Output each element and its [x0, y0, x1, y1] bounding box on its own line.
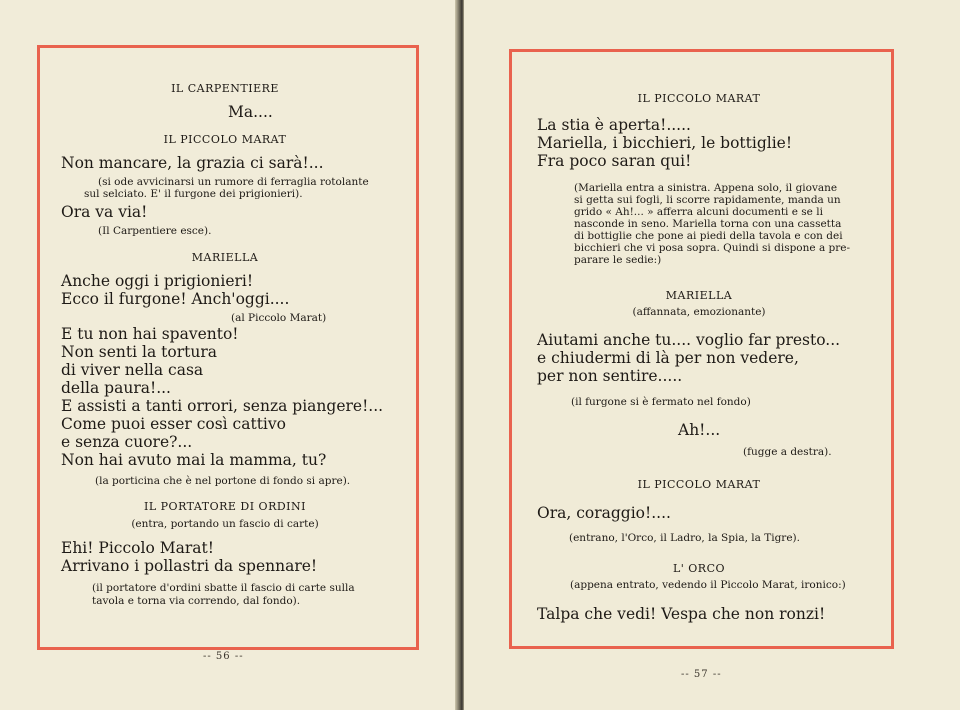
- verse-line: Aiutami anche tu.... voglio far presto...: [537, 331, 841, 349]
- verse-line: Ecco il furgone! Anch'oggi....: [61, 290, 290, 308]
- speaker-il-piccolo-marat: IL PICCOLO MARAT: [163, 133, 287, 146]
- verse-line: Non mancare, la grazia ci sarà!...: [61, 154, 324, 172]
- page-number: -- 56 --: [203, 651, 244, 662]
- stage-direction: (appena entrato, vedendo il Piccolo Marat, ironico:): [570, 579, 846, 591]
- verse-line: Non hai avuto mai la mamma, tu?: [61, 451, 327, 469]
- verse-line: E assisti a tanti orrori, senza piangere!...: [61, 397, 384, 415]
- verse-line: della paura!...: [61, 379, 171, 397]
- verse-line: Ehi! Piccolo Marat!: [61, 539, 214, 557]
- stage-direction-block: [574, 182, 874, 266]
- stage-direction: sul selciato. E' il furgone dei prigionieri).: [84, 188, 303, 200]
- verse-line: Non senti la tortura: [61, 343, 217, 361]
- stage-direction: si getta sui fogli, li scorre rapidamente, manda un: [574, 194, 841, 206]
- speaker-il-piccolo-marat: IL PICCOLO MARAT: [637, 92, 761, 105]
- verse-line: per non sentire.....: [537, 367, 683, 385]
- stage-direction: parare le sedie:): [574, 254, 662, 266]
- verse-line: e senza cuore?...: [61, 433, 193, 451]
- stage-direction: (affannata, emozionante): [632, 306, 766, 318]
- stage-direction: (il portatore d'ordini sbatte il fascio di carte sulla: [92, 582, 355, 594]
- left-page: [0, 0, 460, 710]
- stage-direction: (entrano, l'Orco, il Ladro, la Spia, la Tigre).: [569, 532, 800, 544]
- stage-direction: (fugge a destra).: [743, 446, 832, 458]
- verse-line: Ora va via!: [61, 203, 148, 221]
- stage-direction: (il furgone si è fermato nel fondo): [571, 396, 751, 408]
- right-page: [463, 0, 960, 710]
- verse-line: E tu non hai spavento!: [61, 325, 239, 343]
- speaker-mariella: MARIELLA: [665, 289, 733, 302]
- speaker-il-portatore-di-ordini: IL PORTATORE DI ORDINI: [144, 500, 306, 513]
- verse-line: Mariella, i bicchieri, le bottiglie!: [537, 134, 793, 152]
- verse-line: di viver nella casa: [61, 361, 204, 379]
- stage-direction: nasconde in seno. Mariella torna con una cassetta: [574, 218, 842, 230]
- stage-direction: (si ode avvicinarsi un rumore di ferraglia rotolante: [98, 176, 369, 188]
- verse-line: Ma....: [228, 103, 273, 121]
- verse-line: Ah!...: [678, 421, 721, 439]
- stage-direction: (entra, portando un fascio di carte): [131, 518, 319, 530]
- verse-line: Talpa che vedi! Vespa che non ronzi!: [537, 605, 826, 623]
- verse-line: La stia è aperta!.....: [537, 116, 691, 134]
- stage-direction: (la porticina che è nel portone di fondo si apre).: [95, 475, 351, 487]
- stage-direction: di bottiglie che pone ai piedi della tavola e con dei: [574, 230, 843, 242]
- stage-direction: grido « Ah!... » afferra alcuni documenti e se li: [574, 206, 823, 218]
- speaker-mariella: MARIELLA: [191, 251, 259, 264]
- verse-line: Come puoi esser così cattivo: [61, 415, 286, 433]
- stage-direction: tavola e torna via correndo, dal fondo).: [92, 595, 301, 607]
- speaker-il-piccolo-marat: IL PICCOLO MARAT: [637, 478, 761, 491]
- verse-line: Anche oggi i prigionieri!: [61, 272, 254, 290]
- stage-direction: (al Piccolo Marat): [231, 312, 327, 324]
- speaker-l-orco: L' ORCO: [672, 562, 726, 575]
- page-number: -- 57 --: [681, 669, 722, 680]
- verse-line: e chiudermi di là per non vedere,: [537, 349, 799, 367]
- verse-line: Arrivano i pollastri da spennare!: [61, 557, 318, 575]
- verse-line: Ora, coraggio!....: [537, 504, 671, 522]
- speaker-il-carpentiere: IL CARPENTIERE: [171, 82, 279, 95]
- verse-line: Fra poco saran qui!: [537, 152, 692, 170]
- stage-direction: bicchieri che vi posa sopra. Quindi si dispone a pre-: [574, 242, 851, 254]
- stage-direction: (Mariella entra a sinistra. Appena solo, il giovane: [574, 182, 838, 194]
- stage-direction: (Il Carpentiere esce).: [98, 225, 212, 237]
